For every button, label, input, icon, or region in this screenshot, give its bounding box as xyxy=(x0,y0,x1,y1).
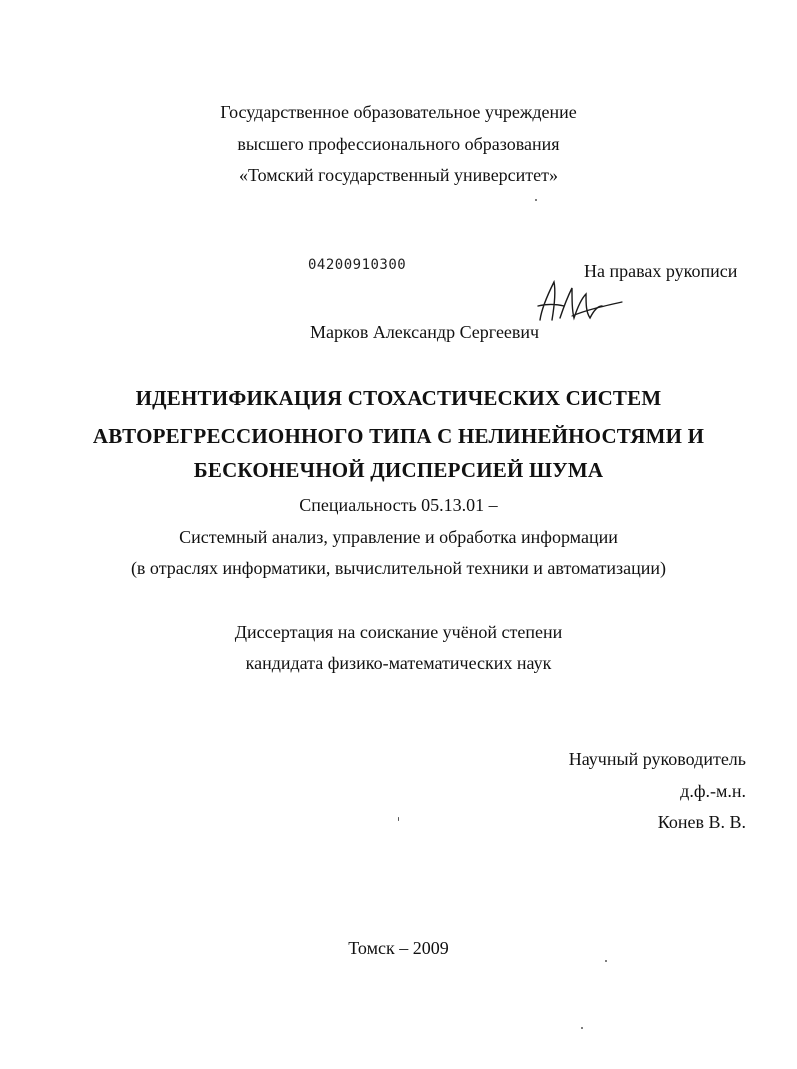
manuscript-rights-label: На правах рукописи xyxy=(584,261,738,281)
city-year: Томск – 2009 xyxy=(348,938,449,958)
degree-line-1: Диссертация на соискание учёной степени xyxy=(234,622,563,642)
scan-speck xyxy=(581,1027,583,1029)
scan-speck xyxy=(398,817,399,821)
specialty-field: (в отраслях информатики, вычислительной техники и автоматизации) xyxy=(130,558,667,578)
institution-line-1: Государственное образовательное учреждение xyxy=(220,102,577,122)
title-line-2: АВТОРЕГРЕССИОННОГО ТИПА С НЕЛИНЕЙНОСТЯМИ И xyxy=(92,424,705,448)
title-line-1: ИДЕНТИФИКАЦИЯ СТОХАСТИЧЕСКИХ СИСТЕМ xyxy=(135,386,662,410)
supervisor-name: Конев В. В. xyxy=(657,812,746,832)
title-line-3: БЕСКОНЕЧНОЙ ДИСПЕРСИЕЙ ШУМА xyxy=(193,458,604,482)
supervisor-label: Научный руководитель xyxy=(568,749,746,769)
institution-line-3: «Томский государственный университет» xyxy=(238,165,559,185)
scan-speck xyxy=(605,960,607,962)
supervisor-degree: д.ф.-м.н. xyxy=(680,781,746,801)
author-signature xyxy=(532,276,624,328)
degree-line-2: кандидата физико-математических наук xyxy=(245,653,552,673)
specialty-name: Системный анализ, управление и обработка информации xyxy=(179,527,618,547)
scan-speck xyxy=(535,199,537,201)
author-name: Марков Александр Сергеевич xyxy=(310,322,540,342)
institution-line-2: высшего профессионального образования xyxy=(237,134,560,154)
specialty-code: Специальность 05.13.01 – xyxy=(299,495,498,515)
registration-stamp-number: 04200910300 xyxy=(308,257,407,273)
